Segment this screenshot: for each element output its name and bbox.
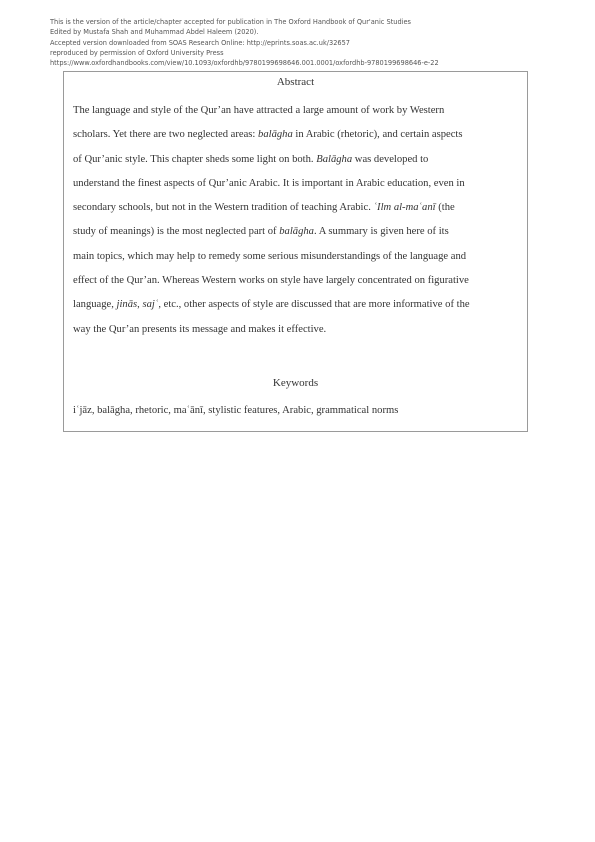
abstract-line	[73, 318, 528, 342]
abstract-line	[73, 220, 528, 244]
abstract-line	[73, 148, 528, 172]
abstract-text: was developed to	[352, 153, 429, 165]
abstract-box	[63, 71, 528, 432]
abstract-text: ,	[137, 299, 143, 311]
header-line-permission: reproduced by permission of Oxford University Press	[50, 48, 224, 57]
header-line-repository[interactable]: Accepted version downloaded from SOAS Research Online: http://eprints.soas.ac.uk/32657	[50, 38, 350, 47]
abstract-text: study of meanings) is the most neglected part of	[73, 226, 280, 238]
abstract-text: understand the finest aspects of Qur’anic Arabic. It is important in Arabic education, even in	[73, 177, 465, 189]
abstract-text: . A summary is given here of its	[313, 226, 449, 238]
abstract-text: , etc., other aspects of style are discussed that are more informative of the	[158, 299, 470, 311]
abstract-text: of Qur’anic style. This chapter sheds some light on both.	[73, 153, 317, 165]
keywords-list: iʿjāz, balāgha, rhetoric, maʿānī, stylistic features, Arabic, grammatical norms	[73, 405, 399, 416]
abstract-line	[73, 172, 528, 196]
abstract-term-italic: Balāgha	[316, 153, 353, 165]
abstract-text: (the	[435, 202, 455, 214]
abstract-term-italic: balāgha	[279, 226, 314, 238]
abstract-text: The language and style of the Qur’an have attracted a large amount of work by Western	[73, 105, 445, 116]
abstract-line	[73, 245, 528, 269]
abstract-term-italic: sajʿ	[142, 299, 159, 311]
abstract-line	[73, 269, 528, 293]
abstract-text: way the Qur’an presents its message and makes it effective.	[73, 323, 327, 335]
abstract-line	[73, 99, 528, 123]
abstract-term-italic: ʿIlm al-maʿanī	[373, 202, 436, 214]
abstract-line	[73, 196, 528, 220]
header-line-publication: This is the version of the article/chapter accepted for publication in The Oxford Handbook of Qur'anic Studies	[50, 18, 411, 26]
abstract-term-italic: jinās	[116, 299, 138, 311]
header-line-url[interactable]: https://www.oxfordhandbooks.com/view/10.1093/oxfordhb/9780199698646.001.0001/oxfordhb-9780199698646-e-22	[50, 59, 439, 68]
abstract-term-italic: balāgha	[258, 129, 293, 141]
abstract-body	[73, 99, 528, 342]
abstract-line	[73, 123, 528, 147]
abstract-text: effect of the Qur’an. Whereas Western works on style have largely concentrated on figurative	[73, 275, 469, 287]
abstract-text: main topics, which may help to remedy some serious misunderstandings of the language and	[73, 250, 467, 262]
abstract-text: scholars. Yet there are two neglected areas:	[73, 129, 259, 141]
abstract-heading: Abstract	[276, 76, 315, 88]
abstract-line	[73, 293, 528, 317]
abstract-text: secondary schools, but not in the Western tradition of teaching Arabic.	[73, 202, 374, 214]
abstract-text: language,	[73, 299, 117, 311]
abstract-text: in Arabic (rhetoric), and certain aspects	[292, 129, 463, 141]
keywords-heading: Keywords	[272, 377, 319, 389]
header-line-editors: Edited by Mustafa Shah and Muhammad Abdel Haleem (2020).	[50, 28, 259, 37]
header-notice	[50, 17, 570, 68]
